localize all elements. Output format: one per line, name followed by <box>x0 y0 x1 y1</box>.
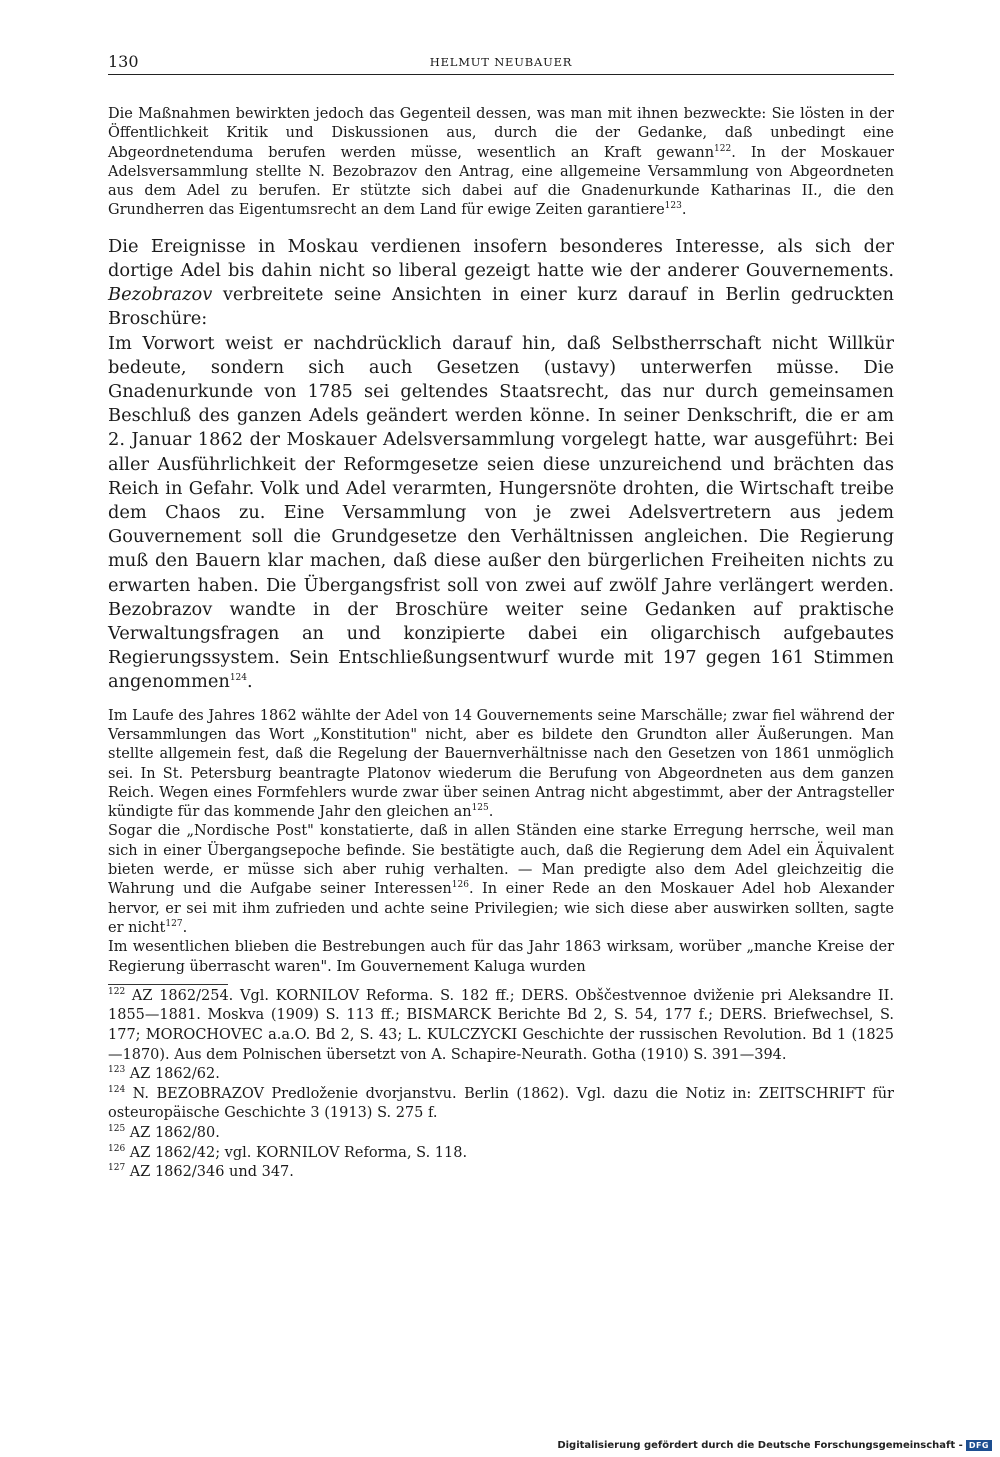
footnote-number: 127 <box>108 1163 126 1174</box>
footnote-text: AZ 1862/254. Vgl. KORNILOV Reforma. S. 182 ff.; DERS. Obščestvennoe dviženie pri Aleksandre II. 1855—1881. Moskva (1909) S. 113 ff.; BISMARCK Berichte Bd 2, S. 54, 177 f.; DERS. Briefwechsel, S. 177; MOROCHOVEC a.a.O. Bd 2, S. 43; L. KULCZYCKI Geschichte der russischen Revolution. Bd 1 (1825—1870). Aus dem Polnischen übersetzt von A. Schapire-Neurath. Gotha (1910) S. 391—394. <box>108 987 894 1063</box>
text-run: Die Ereignisse in Moskau verdienen insofern besonderes Interesse, als sich der dortige Adel bis dahin nicht so liberal gezeigt hatte wie der anderer Gouvernements. <box>108 235 894 281</box>
footnote-rule <box>108 984 228 985</box>
paragraph-intro <box>108 105 894 221</box>
text-run: Die Maßnahmen bewirkten jedoch das Gegenteil dessen, was man mit ihnen bezweckte: Sie lösten in der Öffentlichkeit Kritik und Diskussionen aus, durch die der Gedanke, daß unbedingt eine Abgeordnetenduma berufen werden müsse, wesentlich an Kraft gewann <box>108 106 894 161</box>
text-run: . <box>681 202 687 219</box>
dfg-logo: DFG <box>966 1440 992 1451</box>
footnote-text: AZ 1862/346 und 347. <box>125 1164 294 1181</box>
text-run: Im Laufe des Jahres 1862 wählte der Adel von 14 Gouvernements seine Marschälle; zwar fiel während der Versammlungen das Wort „Konstitution" nicht, aber es bildete den Grundton aller Äußerungen. Man stellte allgemein fest, daß die Regelung der Bauernverhältnisse nach den Gesetzen von 1861 unmöglich sei. In St. Petersburg beantragte Platonov wiederum die Berufung von Abgeordneten aus dem ganzen Reich. Wegen eines Formfehlers wurde zwar über seinen Antrag nicht abgestimmt, aber der Antragsteller kündigte für das kommende Jahr den gleichen an <box>108 707 894 821</box>
page-header <box>108 52 894 75</box>
digitization-text: Digitalisierung gefördert durch die Deutsche Forschungsgemeinschaft - <box>557 1440 963 1451</box>
footnote <box>108 1124 894 1144</box>
footnote-number: 123 <box>108 1065 126 1076</box>
text-run: . In der Moskauer Adelsversammlung stellte N. Bezobrazov den Antrag, eine allgemeine Versammlung von Abgeordneten aus dem Adel zu berufen. Er stützte sich dabei auf die Gnadenurkunde Katharinas II., die den Grundherren das Eigentumsrecht an dem Land für ewige Zeiten garantiere <box>108 144 894 219</box>
paragraph-main <box>108 235 894 695</box>
footnote <box>108 987 894 1065</box>
footnote-list <box>108 987 894 1183</box>
footnotes <box>108 984 894 1183</box>
footnote-reference: 124 <box>229 673 247 684</box>
footnote-number: 124 <box>108 1084 126 1095</box>
page-number: 130 <box>108 52 139 71</box>
footnote-reference: 126 <box>451 880 469 891</box>
text-run: Im Vorwort weist er nachdrücklich darauf hin, daß Selbstherrschaft nicht Willkür bedeute, sondern sich auch Gesetzen (ustavy) unterwerfen müsse. Die Gnadenurkunde von 1785 sei geltendes Staatsrecht, das nur durch gemeinsamen Beschluß des ganzen Adels geändert werden könne. In seiner Denkschrift, die er am 2. Januar 1862 der Moskauer Adelsversammlung vorgelegt hatte, war ausgeführt: Bei aller Ausführlichkeit der Reformgesetze seien diese unzureichend und brächten das Reich in Gefahr. Volk und Adel verarmten, Hungersnöte drohten, die Wirtschaft treibe dem Chaos zu. Eine Versammlung von je zwei Adelsvertretern aus jedem Gouvernement soll die Grundgesetze den Verhältnissen angleichen. Die Regierung muß den Bauern klar machen, daß diese außer den bürgerlichen Freiheiten nichts zu erwarten haben. Die Übergangsfrist soll von zwei auf zwölf Jahre verlängert werden. Bezobrazov wandte in der Broschüre weiter seine Gedanken auf praktische Verwaltungsfragen an und konzipierte dabei ein oligarchisch aufgebautes Regierungssystem. Sein Entschließungsentwurf wurde mit 197 gegen 161 Stimmen angenommen <box>108 332 894 693</box>
footnote-text: N. BEZOBRAZOV Predloženie dvorjanstvu. Berlin (1862). Vgl. dazu die Notiz in: ZEITSCHRIFT für osteuropäische Geschichte 3 (1913) S. 275 f. <box>108 1085 894 1122</box>
footnote-reference: 127 <box>165 919 183 930</box>
footnote-text: AZ 1862/62. <box>125 1066 220 1083</box>
footnote <box>108 1163 894 1183</box>
footnote <box>108 1065 894 1085</box>
footnote-reference: 123 <box>664 201 682 212</box>
footnote <box>108 1085 894 1124</box>
book-page <box>108 52 894 1183</box>
footnote-text: AZ 1862/80. <box>125 1124 220 1141</box>
footnote-number: 122 <box>108 986 126 997</box>
footnote-number: 126 <box>108 1143 126 1154</box>
italic-name: Bezobrazov <box>108 284 213 306</box>
text-run: . <box>182 919 188 936</box>
digitization-credit <box>557 1440 992 1451</box>
running-title: HELMUT NEUBAUER <box>429 55 573 69</box>
footnote-reference: 122 <box>714 143 732 154</box>
text-run: . <box>247 671 253 693</box>
footnote-text: AZ 1862/42; vgl. KORNILOV Reforma, S. 118. <box>125 1144 468 1161</box>
text-run: Im wesentlichen blieben die Bestrebungen auch für das Jahr 1863 wirksam, worüber „manche Kreise der Regierung überrascht waren". Im Gouvernement Kaluga wurden <box>108 939 894 975</box>
footnote <box>108 1144 894 1164</box>
footnote-number: 125 <box>108 1124 126 1135</box>
footnote-reference: 125 <box>471 803 489 814</box>
text-run: verbreitete seine Ansichten in einer kurz darauf in Berlin gedruckten Broschüre: <box>108 284 894 330</box>
text-run: Sogar die „Nordische Post" konstatierte, daß in allen Ständen eine starke Erregung herrsche, weil man sich in einer Übergangsepoche befinde. Sie bestätigte auch, daß die Regierung dem Adel ein Äquivalent bieten werde, er müsse sich aber ruhig verhalten. — Man predigte also dem Adel gleichzeitig die Wahrung und die Aufgabe seiner Interessen <box>108 823 894 898</box>
paragraph-continuation <box>108 707 894 977</box>
text-run: . <box>488 804 494 821</box>
text-run: . In einer Rede an den Moskauer Adel hob Alexander hervor, er sei mit ihm zufrieden und achte seine Privilegien; wie sich diese aber auswirken sollten, sagte er nicht <box>108 881 894 936</box>
